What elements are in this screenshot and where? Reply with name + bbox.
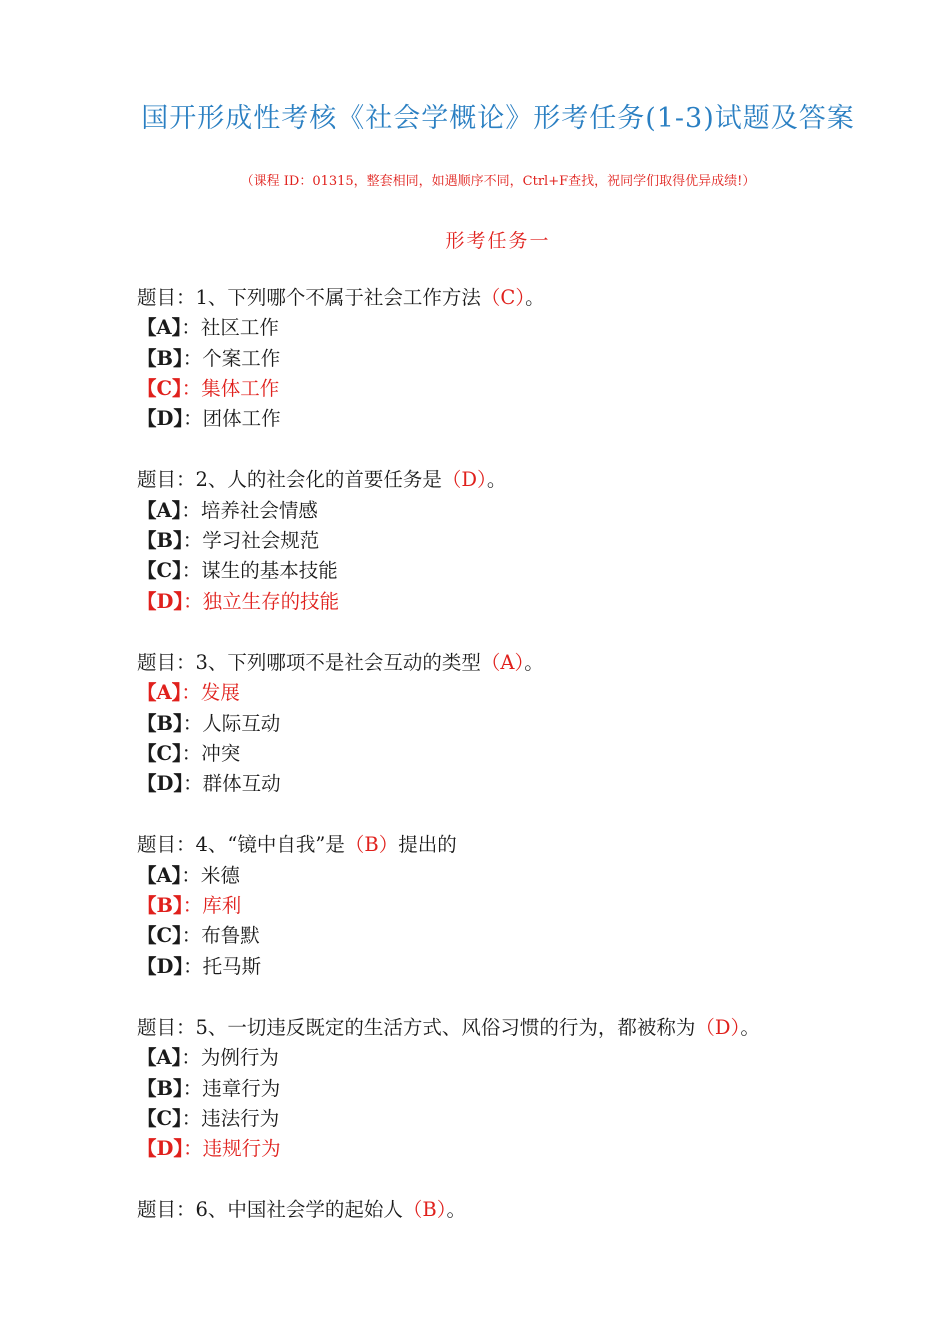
question-stem [137, 283, 927, 313]
option-key: 【C】 [137, 741, 182, 765]
section-title: 形考任务一 [445, 230, 551, 252]
question-text-end: 。 [740, 1015, 760, 1039]
question-stem [137, 648, 927, 678]
question-text-end: 。 [524, 650, 544, 674]
option-key: 【D】 [137, 1137, 184, 1161]
question-text-end: 提出的 [398, 833, 457, 857]
option-text: ：学习社会规范 [182, 529, 320, 553]
option-text: ：托马斯 [183, 954, 262, 978]
option-key: 【A】 [137, 316, 182, 340]
question-block [137, 1013, 927, 1164]
option [137, 344, 927, 374]
question-stem [137, 1013, 927, 1043]
option-key: 【D】 [137, 407, 184, 431]
question-text: 题目：2、人的社会化的首要任务是 [137, 468, 442, 492]
document-title: 国开形成性考核《社会学概论》形考任务(1-3)试题及答案 [141, 103, 855, 134]
option-correct [137, 374, 927, 404]
option-key: 【D】 [137, 772, 184, 796]
question-list [137, 283, 927, 1257]
option-text: ：独立生存的技能 [183, 589, 340, 613]
option-correct [137, 891, 927, 921]
option [137, 1043, 927, 1073]
option-text: ：违章行为 [182, 1076, 281, 1100]
option [137, 952, 927, 982]
question-block [137, 283, 927, 434]
option-key: 【A】 [137, 863, 182, 887]
option-correct [137, 1134, 927, 1164]
option-text: ：冲突 [181, 741, 241, 765]
question-stem [137, 465, 927, 495]
option-text: ：发展 [181, 681, 240, 705]
option-text: ：群体互动 [183, 772, 281, 796]
question-stem [137, 830, 927, 860]
option-key: 【B】 [137, 711, 183, 735]
question-text-end: 。 [486, 468, 507, 492]
question-answer: （B） [402, 1198, 447, 1222]
option-key: 【A】 [137, 681, 182, 705]
option-text: ：社区工作 [181, 316, 279, 340]
document-subtitle: （课程 ID：01315，整套相同，如遇顺序不同，Ctrl+F查找，祝同学们取得优异成绩!） [240, 174, 756, 189]
option-text: ：谋生的基本技能 [181, 559, 338, 583]
question-text: 题目：6、中国社会学的起始人 [137, 1198, 403, 1222]
option-text: ：团体工作 [183, 407, 281, 431]
option-correct [137, 678, 927, 708]
option-text: ：布鲁默 [181, 924, 260, 948]
option-correct [137, 587, 927, 617]
option [137, 496, 927, 526]
option-text: ：培养社会情感 [181, 498, 318, 522]
question-text-end: 。 [525, 286, 545, 309]
option [137, 526, 927, 556]
option [137, 313, 927, 343]
option-text: ：为例行为 [181, 1046, 279, 1070]
option-text: ：违规行为 [183, 1137, 281, 1161]
option [137, 1104, 927, 1134]
option-key: 【A】 [137, 498, 182, 522]
option-key: 【D】 [137, 589, 184, 613]
option [137, 861, 927, 891]
option [137, 921, 927, 951]
option-text: ：违法行为 [181, 1106, 280, 1130]
option-key: 【A】 [137, 1046, 182, 1070]
option-key: 【C】 [137, 376, 182, 400]
option [137, 1074, 927, 1104]
option-key: 【C】 [137, 1106, 182, 1130]
question-answer: （D） [441, 468, 487, 492]
question-block [137, 1195, 927, 1225]
option [137, 404, 927, 434]
question-text-end: 。 [446, 1198, 467, 1222]
option-key: 【C】 [137, 559, 182, 583]
question-block [137, 830, 927, 981]
option [137, 556, 927, 586]
question-answer: （C） [480, 286, 526, 309]
option [137, 739, 927, 769]
option-text: ：库利 [182, 894, 242, 918]
option-key: 【B】 [137, 1076, 183, 1100]
option-key: 【B】 [137, 529, 183, 553]
option-key: 【D】 [137, 954, 184, 978]
option-text: ：米德 [181, 863, 240, 887]
option [137, 769, 927, 799]
question-text: 题目：4、“镜中自我”是 [137, 833, 345, 857]
option-key: 【C】 [137, 924, 182, 948]
question-answer: （D） [695, 1015, 741, 1039]
option-text: ：个案工作 [182, 346, 281, 370]
option-text: ：集体工作 [181, 376, 280, 400]
option-text: ：人际互动 [182, 711, 281, 735]
question-text: 题目：5、一切违反既定的生活方式、风俗习惯的行为，都被称为 [137, 1015, 696, 1039]
question-block [137, 465, 927, 616]
option-key: 【B】 [137, 894, 183, 918]
option-key: 【B】 [137, 346, 183, 370]
question-answer: （B） [344, 833, 399, 857]
option [137, 709, 927, 739]
question-block [137, 648, 927, 799]
question-text: 题目：1、下列哪个不属于社会工作方法 [137, 286, 481, 309]
question-stem [137, 1195, 927, 1225]
question-text: 题目：3、下列哪项不是社会互动的类型 [137, 650, 481, 674]
question-answer: （A） [480, 650, 525, 674]
